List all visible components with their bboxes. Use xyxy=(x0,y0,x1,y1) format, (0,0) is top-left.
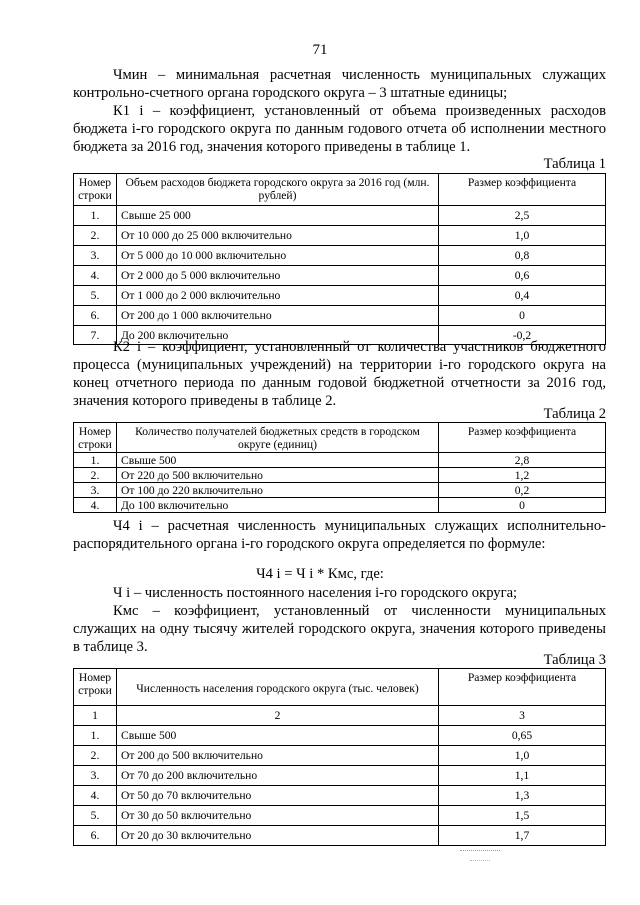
table2-header-recipients: Количество получателей бюджетных средств в городском округе (единиц) xyxy=(117,423,439,453)
row-coefficient: 0,65 xyxy=(439,726,606,746)
table-row xyxy=(74,206,606,226)
paragraph-k2: К2 i – коэффициент, установленный от количества участников бюджетного процесса (муниципальных учреждений) на территории i-го городского округа на конец отчетного периода по данным годовой бюджетной отчетности за 2016 год, значения которого приведены в таблице 2. xyxy=(73,339,606,409)
row-number: 4. xyxy=(74,498,117,513)
row-coefficient: 1,0 xyxy=(439,226,606,246)
row-range: От 2 000 до 5 000 включительно xyxy=(117,266,439,286)
scan-artifact xyxy=(470,860,490,862)
row-number: 2. xyxy=(74,746,117,766)
table-row xyxy=(74,766,606,786)
row-number: 3. xyxy=(74,246,117,266)
table2-header-coefficient: Размер коэффициента xyxy=(439,423,606,453)
row-coefficient: 1,1 xyxy=(439,766,606,786)
row-number: 4. xyxy=(74,786,117,806)
row-range: От 1 000 до 2 000 включительно xyxy=(117,286,439,306)
row-range: Свыше 500 xyxy=(117,453,439,468)
paragraph-kms: Кмс – коэффициент, установленный от численности муниципальных служащих на одну тысячу жителей городского округа, значения которого приведены в таблице 3. xyxy=(73,603,606,655)
table-row xyxy=(74,806,606,826)
row-range: От 220 до 500 включительно xyxy=(117,468,439,483)
table-row xyxy=(74,468,606,483)
table2-caption: Таблица 2 xyxy=(543,406,606,422)
row-coefficient: 0,8 xyxy=(439,246,606,266)
row-number: 6. xyxy=(74,826,117,846)
row-number: 3. xyxy=(74,766,117,786)
table-row xyxy=(74,726,606,746)
table3-header-row xyxy=(74,669,606,706)
row-number: 4. xyxy=(74,266,117,286)
table3-header-coefficient: Размер коэффициента xyxy=(439,669,606,706)
table1-caption: Таблица 1 xyxy=(543,156,606,172)
table-3 xyxy=(73,668,606,846)
table1-header-coefficient: Размер коэффициента xyxy=(439,174,606,206)
table3-caption: Таблица 3 xyxy=(543,652,606,668)
table-row xyxy=(74,498,606,513)
row-number: 6. xyxy=(74,306,117,326)
row-coefficient: 0 xyxy=(439,498,606,513)
row-coefficient: -0,2 xyxy=(439,326,606,345)
row-number: 2. xyxy=(74,226,117,246)
row-range: До 100 включительно xyxy=(117,498,439,513)
table1-header-number: Номер строки xyxy=(74,174,117,206)
row-coefficient: 0,2 xyxy=(439,483,606,498)
row-coefficient: 1,2 xyxy=(439,468,606,483)
row-number: 7. xyxy=(74,326,117,345)
row-range: Свыше 500 xyxy=(117,726,439,746)
table-row xyxy=(74,266,606,286)
row-number: 1. xyxy=(74,726,117,746)
row-number: 3. xyxy=(74,483,117,498)
table-row xyxy=(74,286,606,306)
row-coefficient: 0 xyxy=(439,306,606,326)
paragraph-k1: К1 i – коэффициент, установленный от объема произведенных расходов бюджета i-го городского округа по данным годового отчета об исполнении местного бюджета за 2016 год, значения которого приведены в таблице 1. xyxy=(73,103,606,155)
row-coefficient: 1,7 xyxy=(439,826,606,846)
row-range: От 20 до 30 включительно xyxy=(117,826,439,846)
row-range: От 30 до 50 включительно xyxy=(117,806,439,826)
row-number: 1. xyxy=(74,453,117,468)
row-range: От 100 до 220 включительно xyxy=(117,483,439,498)
table-row xyxy=(74,746,606,766)
table1-header-expenses: Объем расходов бюджета городского округа за 2016 год (млн. рублей) xyxy=(117,174,439,206)
row-range: До 200 включительно xyxy=(117,326,439,345)
table-row xyxy=(74,483,606,498)
row-range: От 200 до 1 000 включительно xyxy=(117,306,439,326)
column-number: 2 xyxy=(117,706,439,726)
row-range: От 5 000 до 10 000 включительно xyxy=(117,246,439,266)
row-coefficient: 1,5 xyxy=(439,806,606,826)
row-number: 1. xyxy=(74,206,117,226)
table-row xyxy=(74,226,606,246)
column-number: 1 xyxy=(74,706,117,726)
table3-header-population: Численность населения городского округа (тыс. человек) xyxy=(117,669,439,706)
paragraph-chi: Ч i – численность постоянного населения i-го городского округа; xyxy=(113,585,518,601)
row-range: От 70 до 200 включительно xyxy=(117,766,439,786)
formula: Ч4 i = Ч i * Кмс, где: xyxy=(256,566,384,582)
row-coefficient: 1,0 xyxy=(439,746,606,766)
row-range: От 50 до 70 включительно xyxy=(117,786,439,806)
table3-numbering-row xyxy=(74,706,606,726)
paragraph-chmin: Чмин – минимальная расчетная численность муниципальных служащих контрольно-счетного органа городского округа – 3 штатные единицы; xyxy=(73,67,606,101)
scan-artifact xyxy=(460,850,500,852)
row-coefficient: 0,4 xyxy=(439,286,606,306)
row-range: Свыше 25 000 xyxy=(117,206,439,226)
table-row xyxy=(74,786,606,806)
row-range: От 200 до 500 включительно xyxy=(117,746,439,766)
row-range: От 10 000 до 25 000 включительно xyxy=(117,226,439,246)
paragraph-ch4: Ч4 i – расчетная численность муниципальных служащих исполнительно-распорядительного органа i-го городского округа определяется по формуле: xyxy=(73,518,606,552)
row-coefficient: 2,5 xyxy=(439,206,606,226)
table-1 xyxy=(73,173,606,345)
column-number: 3 xyxy=(439,706,606,726)
row-number: 2. xyxy=(74,468,117,483)
table1-header-row xyxy=(74,174,606,206)
row-coefficient: 1,3 xyxy=(439,786,606,806)
table-2 xyxy=(73,422,606,513)
row-coefficient: 2,8 xyxy=(439,453,606,468)
row-number: 5. xyxy=(74,806,117,826)
table2-header-row xyxy=(74,423,606,453)
table-row xyxy=(74,453,606,468)
table-row xyxy=(74,826,606,846)
row-coefficient: 0,6 xyxy=(439,266,606,286)
table-row xyxy=(74,246,606,266)
page-number: 71 xyxy=(312,42,328,58)
table2-header-number: Номер строки xyxy=(74,423,117,453)
row-number: 5. xyxy=(74,286,117,306)
table3-header-number: Номер строки xyxy=(74,669,117,706)
table-row xyxy=(74,306,606,326)
